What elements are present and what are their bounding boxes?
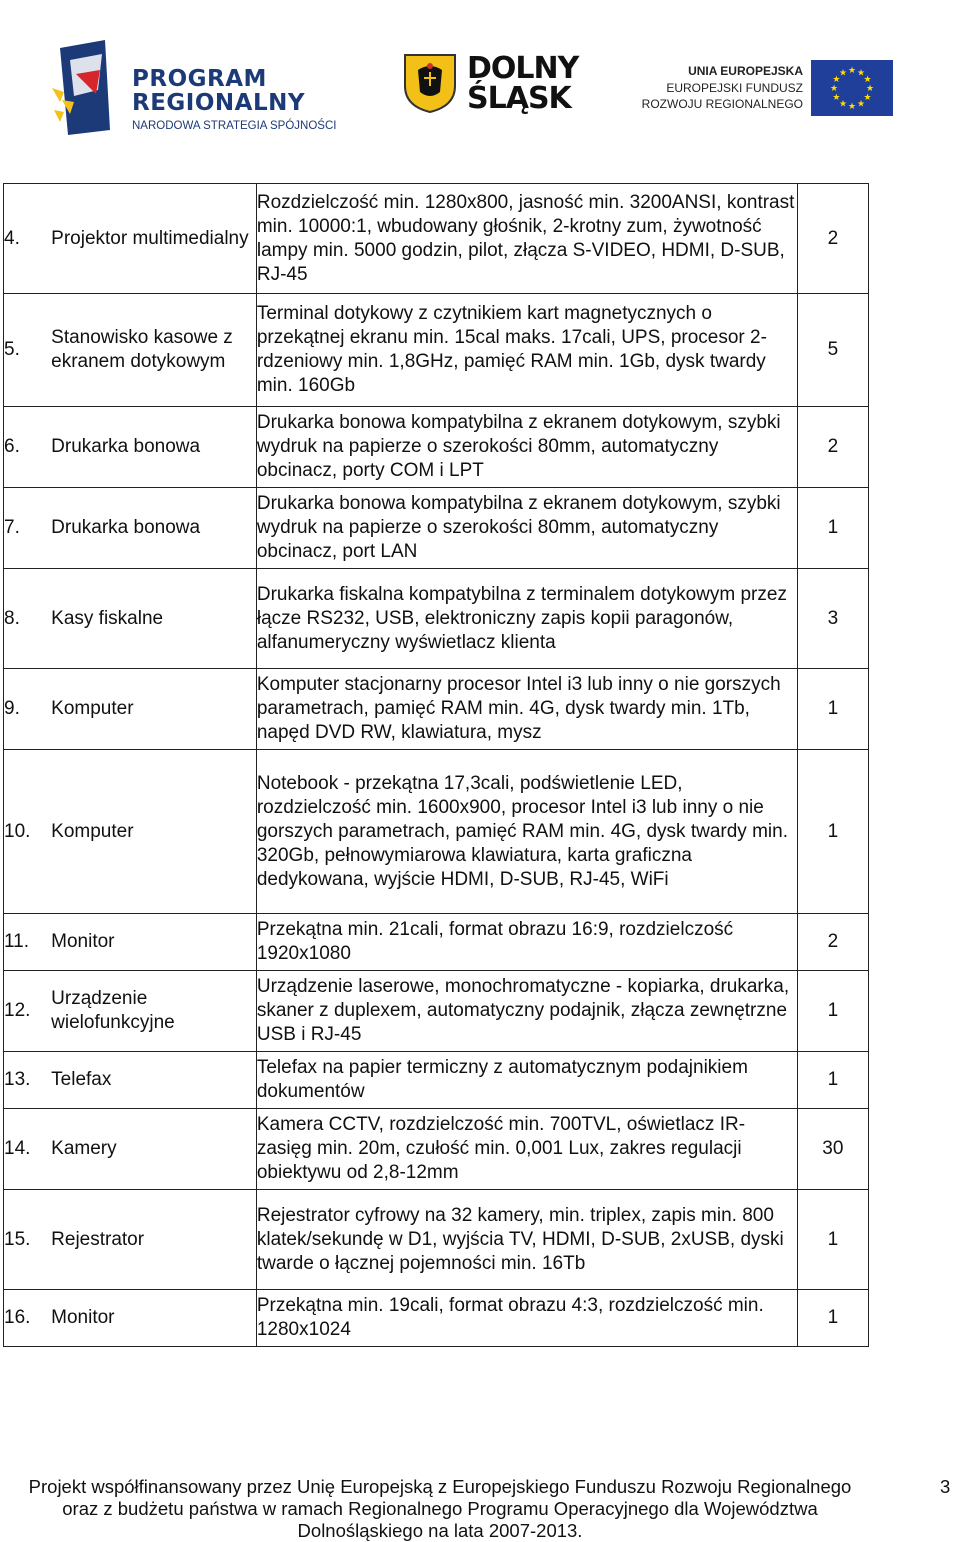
item-description: Przekątna min. 19cali, format obrazu 4:3, rozdzielczość min. 1280x1024	[256, 1290, 797, 1347]
table-row	[4, 184, 869, 294]
row-number: 16.	[4, 1290, 52, 1347]
eu-logo-line3: ROZWOJU REGIONALNEGO	[641, 97, 803, 111]
item-name: Kasy fiskalne	[51, 569, 256, 669]
item-description: Rozdzielczość min. 1280x800, jasność min. 3200ANSI, kontrast min. 10000:1, wbudowany głośnik, 2-krotny zum, żywotność lampy min. 5000 godzin, pilot, złącza S-VIDEO, HDMI, D-SUB, RJ-45	[256, 184, 797, 294]
item-quantity: 30	[797, 1109, 868, 1190]
item-name: Kamery	[51, 1109, 256, 1190]
eu-star-icon: ★	[863, 92, 872, 102]
dolny-slask-line2: ŚLĄSK	[467, 81, 571, 116]
page-footer	[0, 1476, 880, 1542]
item-quantity: 3	[797, 569, 868, 669]
header-logos	[0, 30, 960, 140]
table-row	[4, 1109, 869, 1190]
table-row	[4, 1052, 869, 1109]
row-number: 6.	[4, 407, 52, 488]
row-number: 10.	[4, 750, 52, 914]
item-description: Kamera CCTV, rozdzielczość min. 700TVL, oświetlacz IR-zasięg min. 20m, czułość min. 0,001 Lux, zakres regulacji obiektywu od 2,8-12mm	[256, 1109, 797, 1190]
item-quantity: 1	[797, 669, 868, 750]
row-number: 4.	[4, 184, 52, 294]
item-name: Komputer	[51, 669, 256, 750]
row-number: 14.	[4, 1109, 52, 1190]
item-description: Telefax na papier termiczny z automatycznym podajnikiem dokumentów	[256, 1052, 797, 1109]
item-quantity: 2	[797, 914, 868, 971]
item-description: Notebook - przekątna 17,3cali, podświetlenie LED, rozdzielczość min. 1600x900, procesor Intel i3 lub inny o nie gorszych parametrach, pamięć RAM min. 4G, dysk twardy min. 320Gb, pełnowymiarowa klawiatura, karta graficzna dedykowana, wyjście HDMI, D-SUB, RJ-45, WiFi	[256, 750, 797, 914]
item-description: Terminal dotykowy z czytnikiem kart magnetycznych o przekątnej ekranu min. 15cal maks. 17cali, UPS, procesor 2-rdzeniowy min. 1,8GHz, pamięć RAM min. 1Gb, dysk twardy min. 160Gb	[256, 294, 797, 407]
item-description: Przekątna min. 21cali, format obrazu 16:9, rozdzielczość 1920x1080	[256, 914, 797, 971]
program-logo-line3: NARODOWA STRATEGIA SPÓJNOŚCI	[132, 120, 337, 132]
item-name: Drukarka bonowa	[51, 407, 256, 488]
eu-logo-line2: EUROPEJSKI FUNDUSZ	[666, 81, 803, 95]
row-number: 11.	[4, 914, 52, 971]
eu-flag-icon	[811, 60, 893, 116]
table-row	[4, 294, 869, 407]
item-quantity: 2	[797, 407, 868, 488]
item-name: Stanowisko kasowe z ekranem dotykowym	[51, 294, 256, 407]
item-description: Drukarka bonowa kompatybilna z ekranem dotykowym, szybki wydruk na papierze o szerokości 80mm, automatyczny obcinacz, porty COM i LPT	[256, 407, 797, 488]
item-quantity: 2	[797, 184, 868, 294]
table-row	[4, 569, 869, 669]
row-number: 7.	[4, 488, 52, 569]
equipment-table	[3, 183, 869, 1347]
eu-star-icon: ★	[847, 101, 857, 111]
eu-star-icon: ★	[838, 98, 848, 109]
item-name: Telefax	[51, 1052, 256, 1109]
eu-star-icon: ★	[838, 67, 848, 78]
table-row	[4, 914, 869, 971]
row-number: 12.	[4, 971, 52, 1052]
item-description: Rejestrator cyfrowy na 32 kamery, min. triplex, zapis min. 800 klatek/sekundę w D1, wyjścia TV, HDMI, D-SUB, 2xUSB, dyski twarde o łącznej pojemności min. 16Tb	[256, 1190, 797, 1290]
program-regionalny-logo	[50, 40, 350, 135]
eu-star-icon: ★	[856, 67, 866, 78]
table-row	[4, 1290, 869, 1347]
item-quantity: 1	[797, 488, 868, 569]
eu-fund-logo	[641, 56, 898, 126]
item-name: Projektor multimedialny	[51, 184, 256, 294]
table-row	[4, 1190, 869, 1290]
item-name: Urządzenie wielofunkcyjne	[51, 971, 256, 1052]
item-quantity: 1	[797, 1190, 868, 1290]
item-description: Drukarka bonowa kompatybilna z ekranem dotykowym, szybki wydruk na papierze o szerokości 80mm, automatyczny obcinacz, port LAN	[256, 488, 797, 569]
item-name: Monitor	[51, 1290, 256, 1347]
dolny-slask-line1: DOLNY	[467, 51, 579, 86]
item-name: Rejestrator	[51, 1190, 256, 1290]
program-logo-line2: REGIONALNY	[132, 90, 306, 116]
item-name: Komputer	[51, 750, 256, 914]
eu-logo-line1: UNIA EUROPEJSKA	[688, 64, 803, 78]
eu-star-icon: ★	[863, 74, 872, 84]
row-number: 5.	[4, 294, 52, 407]
table-row	[4, 669, 869, 750]
table-row	[4, 407, 869, 488]
eu-star-icon: ★	[832, 92, 841, 102]
eu-star-icon: ★	[847, 65, 857, 75]
item-description: Komputer stacjonarny procesor Intel i3 lub inny o nie gorszych parametrach, pamięć RAM min. 4G, dysk twardy min. 1Tb, napęd DVD RW, klawiatura, mysz	[256, 669, 797, 750]
row-number: 15.	[4, 1190, 52, 1290]
program-logo-line1: PROGRAM	[132, 66, 267, 92]
footer-line2: oraz z budżetu państwa w ramach Regionalnego Programu Operacyjnego dla Województwa	[62, 1498, 818, 1519]
item-quantity: 1	[797, 971, 868, 1052]
eu-star-icon: ★	[865, 83, 875, 93]
table-row	[4, 971, 869, 1052]
table-row	[4, 750, 869, 914]
item-quantity: 1	[797, 1052, 868, 1109]
row-number: 8.	[4, 569, 52, 669]
eu-star-icon: ★	[856, 98, 866, 109]
item-quantity: 5	[797, 294, 868, 407]
footer-line1: Projekt współfinansowany przez Unię Europejską z Europejskiego Funduszu Rozwoju Regionalnego	[28, 1476, 852, 1497]
eu-star-icon: ★	[829, 83, 839, 93]
dolny-slask-logo	[402, 52, 592, 122]
table-row	[4, 488, 869, 569]
item-description: Urządzenie laserowe, monochromatyczne - kopiarka, drukarka, skaner z duplexem, automatyczny podajnik, złącza zewnętrzne USB i RJ-45	[256, 971, 797, 1052]
item-description: Drukarka fiskalna kompatybilna z terminalem dotykowym przez łącze RS232, USB, elektroniczny zapis kopii paragonów, alfanumeryczny wyświetlacz klienta	[256, 569, 797, 669]
page-number: 3	[940, 1476, 951, 1497]
item-quantity: 1	[797, 750, 868, 914]
eu-star-icon: ★	[832, 74, 841, 84]
item-name: Drukarka bonowa	[51, 488, 256, 569]
item-quantity: 1	[797, 1290, 868, 1347]
row-number: 13.	[4, 1052, 52, 1109]
row-number: 9.	[4, 669, 52, 750]
coat-of-arms-icon	[402, 52, 458, 114]
item-name: Monitor	[51, 914, 256, 971]
footer-line3: Dolnośląskiego na lata 2007-2013.	[297, 1520, 583, 1541]
program-emblem-icon	[50, 40, 130, 135]
